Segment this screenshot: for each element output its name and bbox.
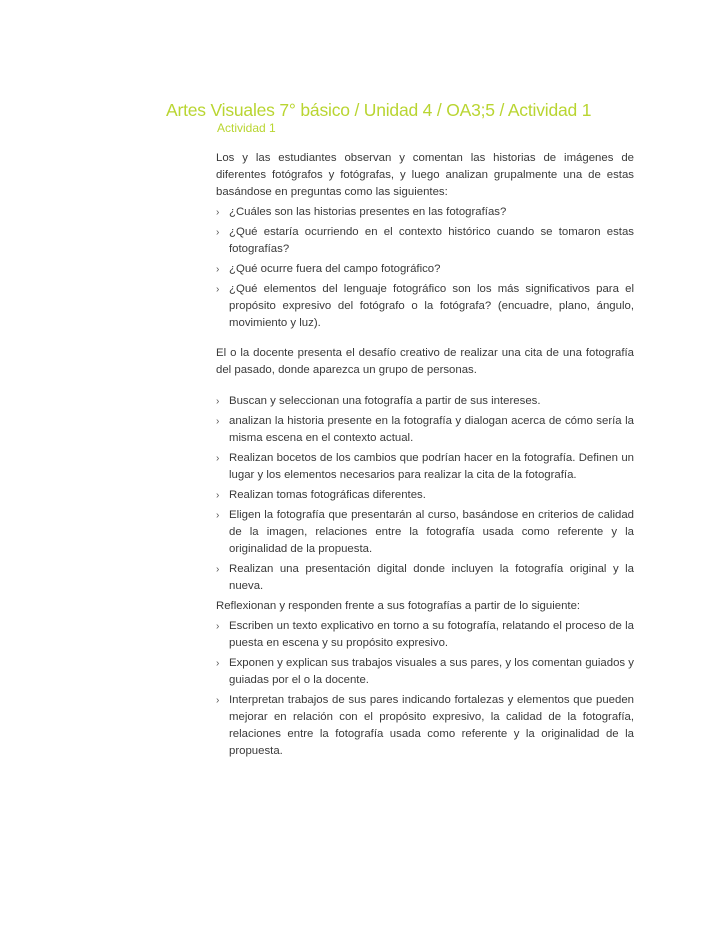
list-item: › ¿Qué estaría ocurriendo en el contexto histórico cuando se tomaron estas fotografías?	[216, 226, 634, 255]
chevron-right-icon: ›	[216, 227, 220, 238]
chevron-right-icon: ›	[216, 490, 220, 501]
page-title: Artes Visuales 7° básico / Unidad 4 / OA3;5 / Actividad 1	[166, 99, 592, 120]
reflection-intro: Reflexionan y responden frente a sus fotografías a partir de lo siguiente:	[216, 600, 581, 612]
list-item: › Eligen la fotografía que presentarán al curso, basándose en criterios de calidad de la imagen, relaciones entre la fotografía usada como referente y la originalidad de la propuesta.	[216, 509, 634, 555]
chevron-right-icon: ›	[216, 621, 220, 632]
chevron-right-icon: ›	[216, 695, 220, 706]
chevron-right-icon: ›	[216, 453, 220, 464]
question-list	[216, 204, 634, 332]
list-item: › Interpretan trabajos de sus pares indicando fortalezas y elementos que pueden mejorar en relación con el propósito expresivo, la calidad de la fotografía, relaciones entre la fotografía usada como referente y la originalidad de la propuesta.	[216, 694, 634, 757]
chevron-right-icon: ›	[216, 264, 220, 275]
list-item: › ¿Qué elementos del lenguaje fotográfico son los más significativos para el propósito expresivo del fotógrafo o la fotógrafa? (encuadre, plano, ángulo, movimiento y luz).	[216, 283, 634, 329]
list-item: › Realizan una presentación digital donde incluyen la fotografía original y la nueva.	[216, 563, 634, 592]
list-item: › Escriben un texto explicativo en torno a su fotografía, relatando el proceso de la puesta en escena y su propósito expresivo.	[216, 620, 634, 649]
chevron-right-icon: ›	[216, 396, 220, 407]
list-item: › Exponen y explican sus trabajos visuales a sus pares, y los comentan guiados y guiadas por el o la docente.	[216, 657, 634, 686]
intro-paragraph: Los y las estudiantes observan y comentan las historias de imágenes de diferentes fotógrafos y fotógrafas, y luego analizan grupalmente una de estas basándose en preguntas como las siguientes:	[216, 152, 634, 198]
challenge-paragraph: El o la docente presenta el desafío creativo de realizar una cita de una fotografía del pasado, donde aparezca un grupo de personas.	[216, 347, 634, 376]
steps-list	[216, 393, 634, 595]
list-item: › Realizan tomas fotográficas diferentes.	[216, 487, 634, 504]
list-item: › Buscan y seleccionan una fotografía a partir de sus intereses.	[216, 393, 634, 410]
chevron-right-icon: ›	[216, 207, 220, 218]
chevron-right-icon: ›	[216, 510, 220, 521]
chevron-right-icon: ›	[216, 564, 220, 575]
list-item: › ¿Qué ocurre fuera del campo fotográfico?	[216, 261, 634, 278]
activity-title: Actividad 1	[217, 121, 276, 135]
list-item: › Realizan bocetos de los cambios que podrían hacer en la fotografía. Definen un lugar y los elementos necesarios para realizar la cita de la fotografía.	[216, 452, 634, 481]
list-item: › analizan la historia presente en la fotografía y dialogan acerca de cómo sería la misma escena en el contexto actual.	[216, 415, 634, 444]
activity-content	[216, 150, 634, 763]
list-item: › ¿Cuáles son las historias presentes en las fotografías?	[216, 204, 634, 221]
chevron-right-icon: ›	[216, 416, 220, 427]
chevron-right-icon: ›	[216, 658, 220, 669]
reflection-list	[216, 618, 634, 760]
chevron-right-icon: ›	[216, 284, 220, 295]
